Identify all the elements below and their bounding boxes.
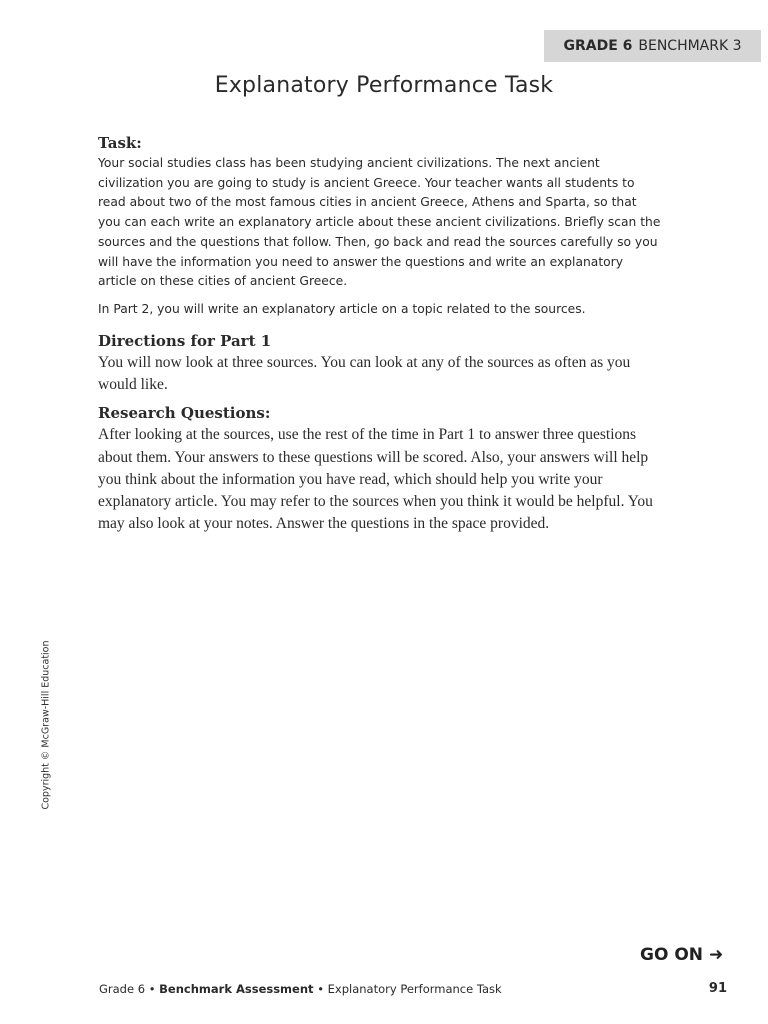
directions-heading: Directions for Part 1	[98, 331, 272, 350]
grade-benchmark-tab	[544, 30, 761, 62]
right-arrow-icon: ➜	[709, 945, 724, 965]
task-paragraph: Your social studies class has been studying ancient civilizations. The next ancient civilization you are going to study is ancient Greece. Your teacher wants all students to read about two of the most famous cities in ancient Greece, Athens and Sparta, so that you can each write an explanatory article about these ancient civilizations. Briefly scan the sources and the questions that follow. Then, go back and read the sources carefully so you will have the information you need to answer the questions and write an explanatory article on these cities of ancient Greece.	[98, 156, 661, 289]
go-on-label: GO ON	[640, 945, 704, 965]
task-heading: Task:	[98, 134, 142, 152]
footer-separator: •	[317, 982, 324, 996]
grade-label: GRADE 6	[563, 38, 633, 54]
main-content	[98, 134, 663, 536]
footer-task-name: Explanatory Performance Task	[327, 982, 502, 996]
footer-separator: •	[148, 982, 156, 996]
copyright-notice: Copyright © McGraw-Hill Education	[40, 640, 52, 810]
benchmark-label: BENCHMARK 3	[638, 38, 742, 54]
part2-note: In Part 2, you will write an explanatory article on a topic related to the sources.	[98, 301, 586, 316]
footer-info	[99, 982, 502, 996]
go-on-indicator	[640, 945, 723, 965]
research-heading: Research Questions:	[98, 404, 271, 423]
page-number: 91	[708, 981, 727, 996]
directions-text: You will now look at three sources. You can look at any of the sources as often as you would like.	[98, 353, 631, 393]
research-text: After looking at the sources, use the rest of the time in Part 1 to answer three questions about them. Your answers to these questions will be scored. Also, your answers will help you think about the information you have read, which should help you write your explanatory article. You may refer to the sources when you think it would be helpful. You may also look at your notes. Answer the questions in the space provided.	[98, 426, 653, 533]
page-title: Explanatory Performance Task	[214, 73, 554, 98]
footer-grade: Grade 6	[99, 982, 146, 996]
footer-assessment: Benchmark Assessment	[159, 982, 314, 996]
